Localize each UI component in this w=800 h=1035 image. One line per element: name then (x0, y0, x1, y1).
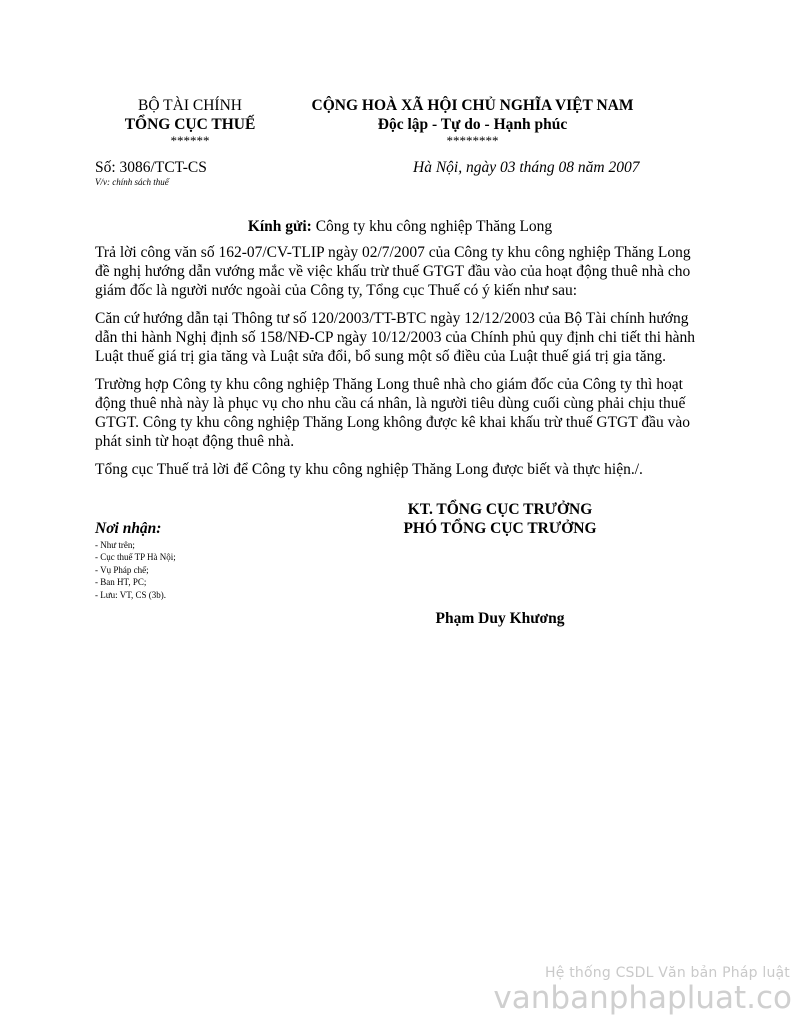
recipient-item: - Ban HT, PC; (95, 577, 147, 588)
recipient-name: Công ty khu công nghiệp Thăng Long (311, 218, 553, 235)
recipient-line (0, 218, 800, 236)
body-paragraph-2: Căn cứ hướng dẫn tại Thông tư số 120/2003/TT-BTC ngày 12/12/2003 của Bộ Tài chính hướng dẫn thi hành Nghị định số 158/NĐ-CP ngày 10/12/2003 của Chính phủ quy định chi tiết thi hành Luật thuế giá trị gia tăng và Luật sửa đổi, bổ sung một số điều của Luật thuế giá trị gia tăng. (95, 310, 696, 365)
signature-title-2: PHÓ TỔNG CỤC TRƯỞNG (403, 520, 597, 537)
body-paragraph-4: Tổng cục Thuế trả lời để Công ty khu công nghiệp Thăng Long được biết và thực hiện./. (95, 461, 643, 478)
recipient-label: Kính gửi: (247, 218, 312, 235)
recipient-item: - Vụ Pháp chế; (95, 564, 149, 575)
left-stars-divider: ****** (170, 133, 210, 148)
signer-name: Phạm Duy Khương (435, 610, 565, 627)
recipients-list (95, 539, 176, 601)
country-name: CỘNG HOÀ XÃ HỘI CHỦ NGHĨA VIỆT NAM (311, 97, 634, 114)
recipient-item: - Cục thuế TP Hà Nội; (95, 552, 176, 563)
signature-title-block (370, 500, 630, 538)
watermark-site: vanbanphapluat.co (493, 980, 792, 1016)
recipient-item: - Lưu: VT, CS (3b). (95, 589, 167, 600)
document-number: Số: 3086/TCT-CS (95, 159, 207, 176)
national-header-block (290, 96, 655, 147)
watermark-caption: Hệ thống CSDL Văn bản Pháp luật (545, 965, 790, 981)
national-motto: Độc lập - Tự do - Hạnh phúc (377, 116, 568, 133)
recipient-item: - Như trên; (95, 540, 135, 550)
body-paragraph-3: Trường hợp Công ty khu công nghiệp Thăng Long thuê nhà cho giám đốc của Công ty thì hoạt động thuê nhà này là phục vụ cho nhu cầu cá nhân, là người tiêu dùng cuối cùng phải chịu thuế GTGT. Công ty khu công nghiệp Thăng Long không được kê khai khấu trừ thuế GTGT đầu vào phát sinh từ hoạt động thuê nhà. (95, 376, 690, 450)
recipients-title: Nơi nhận: (95, 520, 162, 537)
right-stars-divider: ******** (446, 133, 499, 148)
body-paragraph-1: Trả lời công văn số 162-07/CV-TLIP ngày 02/7/2007 của Công ty khu công nghiệp Thăng Long đề nghị hướng dẫn vướng mắc về việc khấu trừ thuế GTGT đầu vào của hoạt động thuê nhà cho giám đốc là người nước ngoài của Công ty, Tổng cục Thuế có ý kiến như sau: (95, 244, 691, 299)
document-date: Hà Nội, ngày 03 tháng 08 năm 2007 (413, 159, 640, 176)
letter-body (95, 243, 705, 488)
signature-title-1: KT. TỔNG CỤC TRƯỞNG (407, 501, 593, 518)
document-subject: V/v: chính sách thuế (95, 177, 169, 187)
ministry-name: BỘ TÀI CHÍNH (138, 97, 242, 114)
department-name: TỔNG CỤC THUẾ (124, 116, 256, 133)
issuing-agency-block (100, 96, 280, 147)
